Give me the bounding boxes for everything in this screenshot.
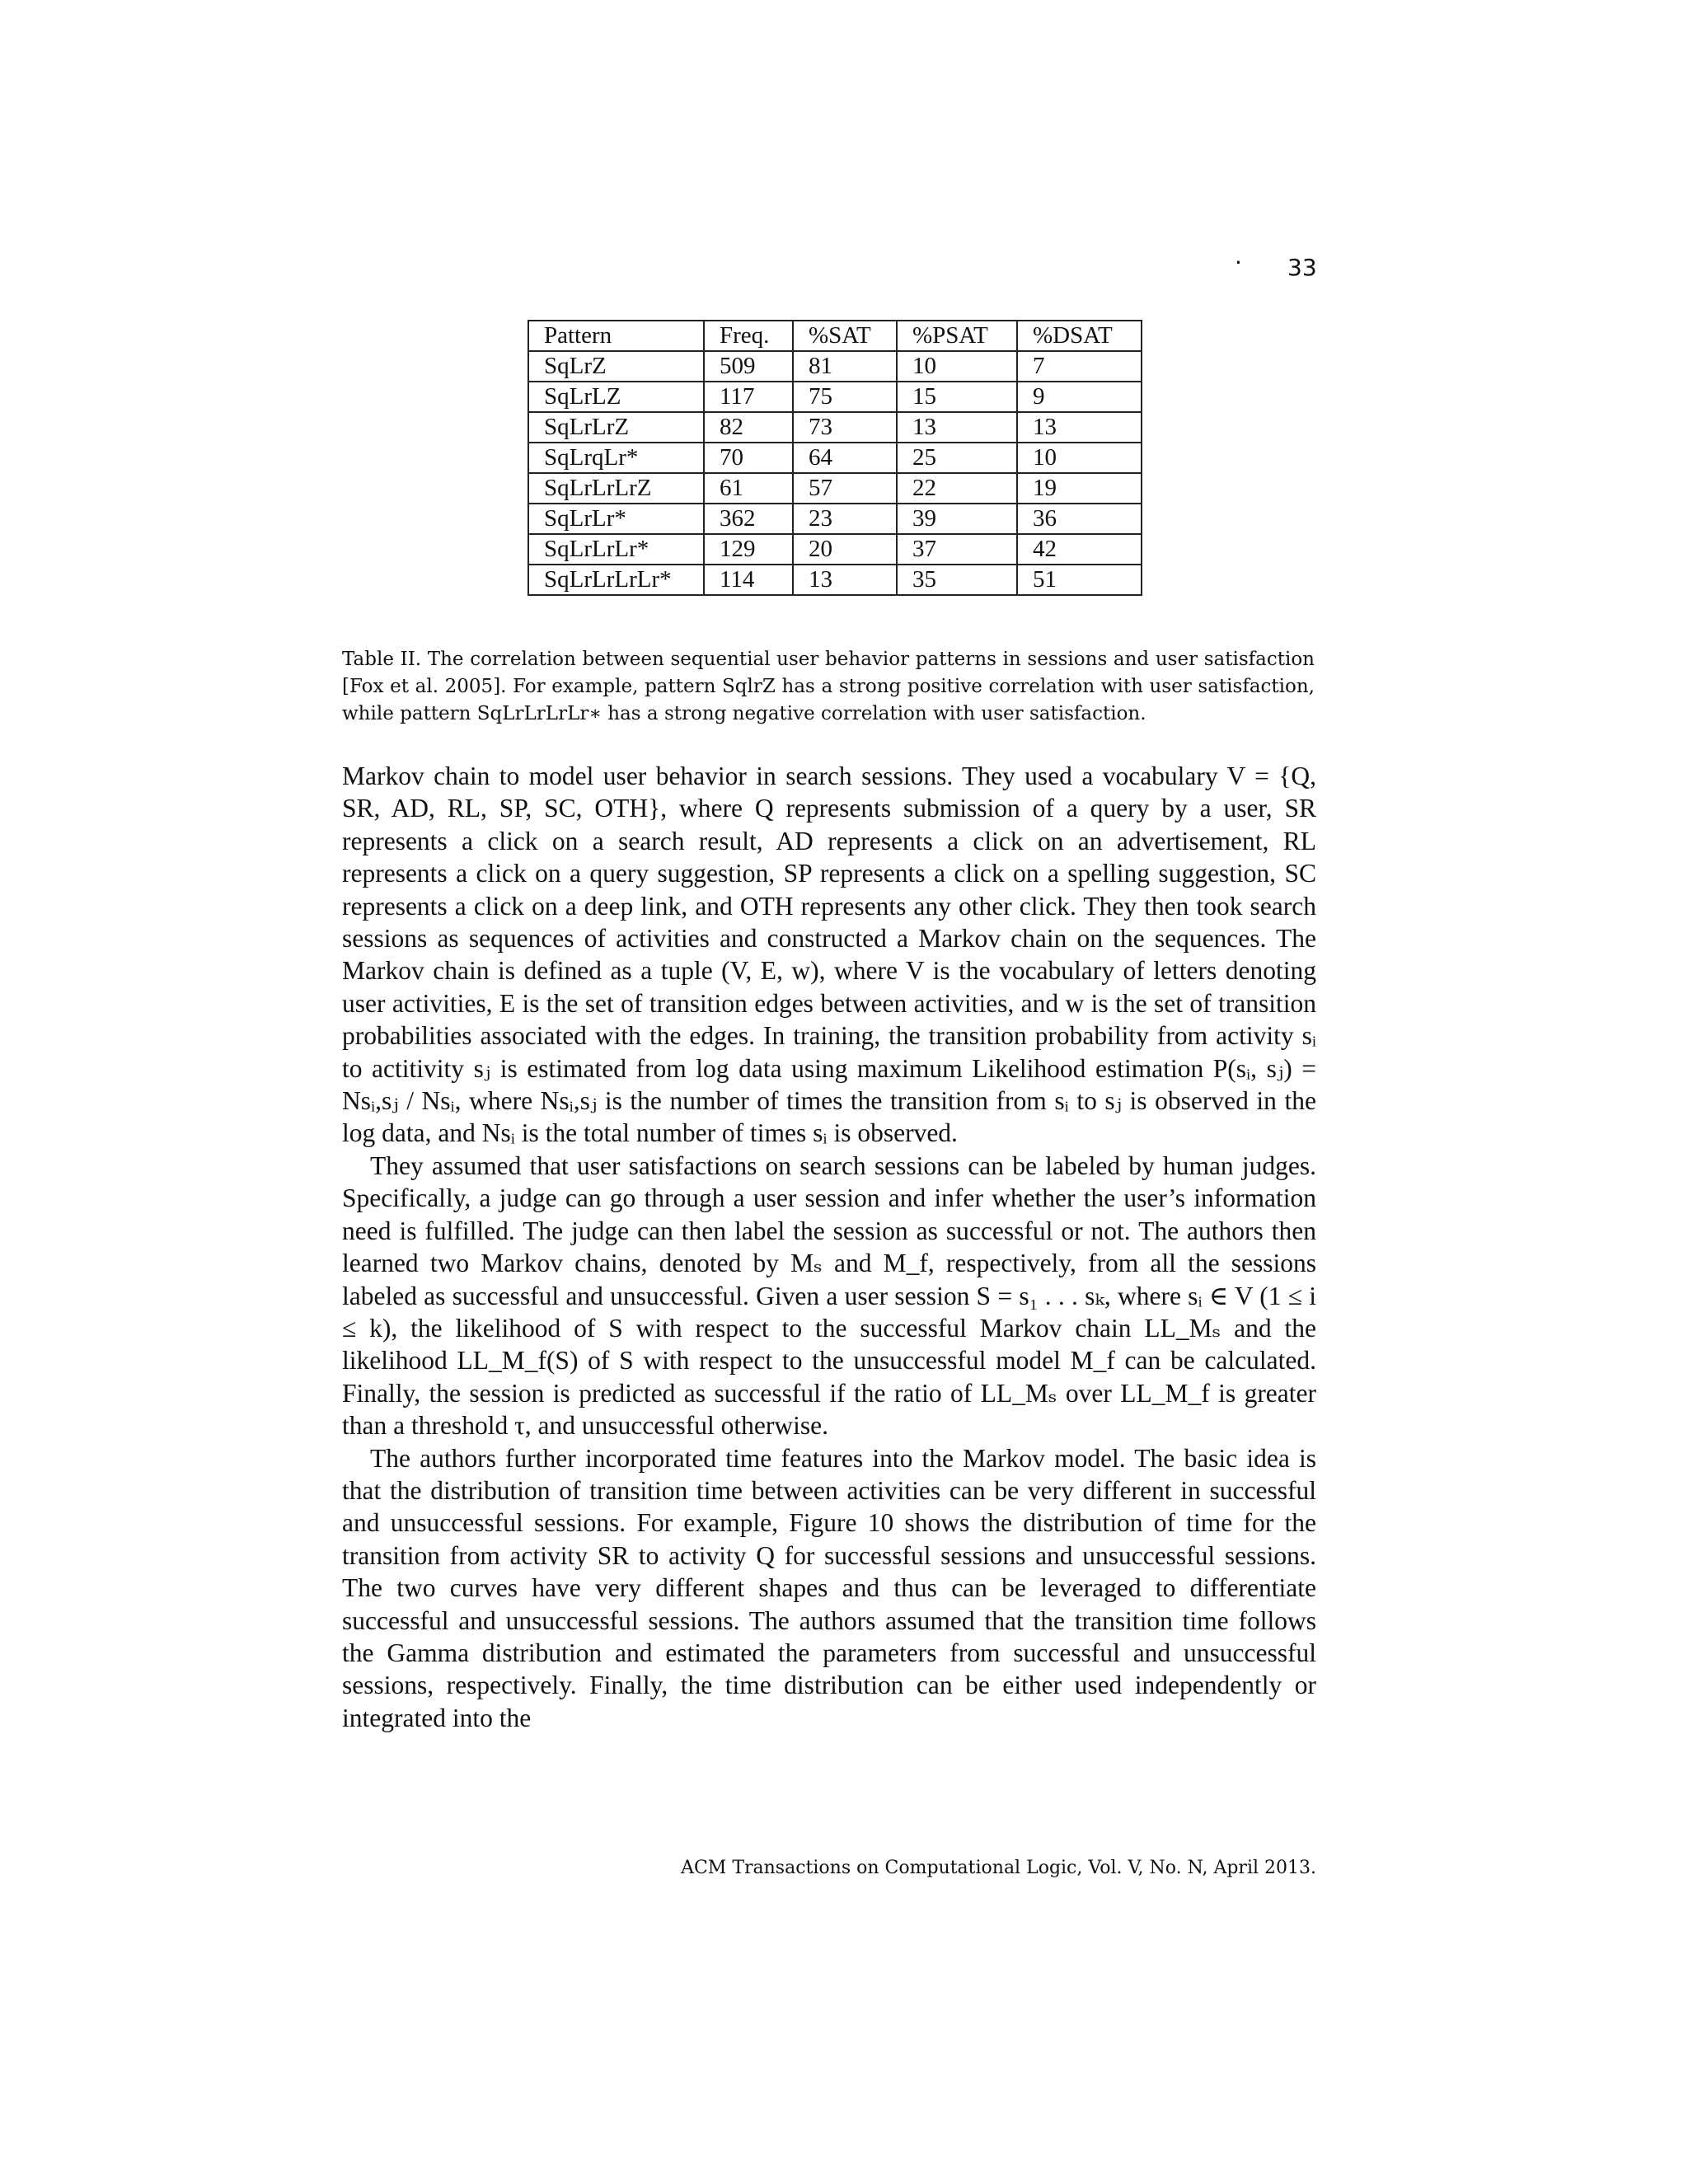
cell-pattern: SqLrLrLr* — [528, 534, 704, 565]
table-caption: Table II. The correlation between sequential user behavior patterns in sessions and user satisfaction [Fox et al. 2005]. For example, pattern SqlrZ has a strong positive correlation with user satisfaction, while pattern SqLrLrLrLr∗ has a strong negative correlation with user satisfaction. — [342, 649, 1315, 724]
cell-sat: 64 — [793, 443, 897, 473]
cell-sat: 23 — [793, 504, 897, 534]
cell-psat: 15 — [897, 382, 1017, 412]
page-marker: · — [1235, 249, 1242, 276]
journal-footer: ACM Transactions on Computational Logic, Vol. V, No. N, April 2013. — [681, 1858, 1316, 1878]
cell-sat: 57 — [793, 473, 897, 504]
body-text — [342, 760, 1316, 1734]
cell-psat: 37 — [897, 534, 1017, 565]
page-number-value: 33 — [1287, 254, 1317, 281]
cell-psat: 35 — [897, 565, 1017, 595]
cell-psat: 39 — [897, 504, 1017, 534]
cell-sat: 81 — [793, 351, 897, 382]
cell-freq: 61 — [704, 473, 793, 504]
paragraph: The authors further incorporated time features into the Markov model. The basic idea is that the distribution of transition time between activities can be very different in successful and unsuccessful sessions. For example, Figure 10 shows the distribution of time for the transition from activity SR to activity Q for successful sessions and unsuccessful sessions. The two curves have very different shapes and thus can be leveraged to differentiate successful and unsuccessful sessions. The authors assumed that the transition time follows the Gamma distribution and estimated the parameters from successful and unsuccessful sessions, respectively. Finally, the time distribution can be either used independently or integrated into the — [342, 1443, 1316, 1732]
cell-sat: 13 — [793, 565, 897, 595]
cell-dsat: 51 — [1017, 565, 1142, 595]
cell-dsat: 13 — [1017, 412, 1142, 443]
table-row — [528, 534, 1142, 565]
cell-dsat: 36 — [1017, 504, 1142, 534]
cell-freq: 114 — [704, 565, 793, 595]
table-row — [528, 565, 1142, 595]
cell-sat: 75 — [793, 382, 897, 412]
header-sat: %SAT — [793, 321, 897, 351]
cell-dsat: 9 — [1017, 382, 1142, 412]
cell-dsat: 19 — [1017, 473, 1142, 504]
table-row — [528, 473, 1142, 504]
paragraph: They assumed that user satisfactions on search sessions can be labeled by human judges. Specifically, a judge can go through a user session and infer whether the user’s information need is fulfilled. The judge can then label the session as successful or not. The authors then learned two Markov chains, denoted by Mₛ and M_f, respectively, from all the sessions labeled as successful and unsuccessful. Given a user session S = s₁ . . . sₖ, where sᵢ ∈ V (1 ≤ i ≤ k), the likelihood of S with respect to the successful Markov chain LL_Mₛ and the likelihood LL_M_f(S) of S with respect to the unsuccessful model M_f can be calculated. Finally, the session is predicted as successful if the ratio of LL_Mₛ over LL_M_f is greater than a threshold τ, and unsuccessful otherwise. — [342, 1151, 1316, 1441]
cell-psat: 10 — [897, 351, 1017, 382]
cell-dsat: 42 — [1017, 534, 1142, 565]
paragraph: Markov chain to model user behavior in search sessions. They used a vocabulary V = {Q, SR, AD, RL, SP, SC, OTH}, where Q represents submission of a query by a user, SR represents a click on a search result, AD represents a click on an advertisement, RL represents a click on a query suggestion, SP represents a click on a spelling suggestion, SC represents a click on a deep link, and OTH represents any other click. They then took search sessions as sequences of activities and constructed a Markov chain on the sequences. The Markov chain is defined as a tuple (V, E, w), where V is the vocabulary of letters denoting user activities, E is the set of transition edges between activities, and w is the set of transition probabilities associated with the edges. In training, the transition probability from activity sᵢ to actitivity sⱼ is estimated from log data using maximum Likelihood estimation P(sᵢ, sⱼ) = Nsᵢ,sⱼ / Nsᵢ, where Nsᵢ,sⱼ is the number of times the transition from sᵢ to sⱼ is observed in the log data, and Nsᵢ is the total number of times sᵢ is observed. — [342, 762, 1316, 1148]
cell-freq: 82 — [704, 412, 793, 443]
cell-pattern: SqLrLrLrLr* — [528, 565, 704, 595]
cell-freq: 117 — [704, 382, 793, 412]
cell-pattern: SqLrLrZ — [528, 412, 704, 443]
cell-psat: 25 — [897, 443, 1017, 473]
table-header-row — [528, 321, 1142, 351]
cell-freq: 362 — [704, 504, 793, 534]
cell-sat: 20 — [793, 534, 897, 565]
table-row — [528, 504, 1142, 534]
cell-sat: 73 — [793, 412, 897, 443]
header-dsat: %DSAT — [1017, 321, 1142, 351]
cell-psat: 13 — [897, 412, 1017, 443]
cell-pattern: SqLrqLr* — [528, 443, 704, 473]
table-row — [528, 443, 1142, 473]
header-psat: %PSAT — [897, 321, 1017, 351]
cell-pattern: SqLrLr* — [528, 504, 704, 534]
cell-dsat: 7 — [1017, 351, 1142, 382]
cell-pattern: SqLrZ — [528, 351, 704, 382]
table-row — [528, 412, 1142, 443]
cell-pattern: SqLrLZ — [528, 382, 704, 412]
table-row — [528, 382, 1142, 412]
cell-freq: 70 — [704, 443, 793, 473]
pattern-table — [528, 320, 1142, 596]
cell-psat: 22 — [897, 473, 1017, 504]
cell-freq: 509 — [704, 351, 793, 382]
cell-freq: 129 — [704, 534, 793, 565]
table-row — [528, 351, 1142, 382]
header-freq: Freq. — [704, 321, 793, 351]
cell-dsat: 10 — [1017, 443, 1142, 473]
header-pattern: Pattern — [528, 321, 704, 351]
cell-pattern: SqLrLrLrZ — [528, 473, 704, 504]
